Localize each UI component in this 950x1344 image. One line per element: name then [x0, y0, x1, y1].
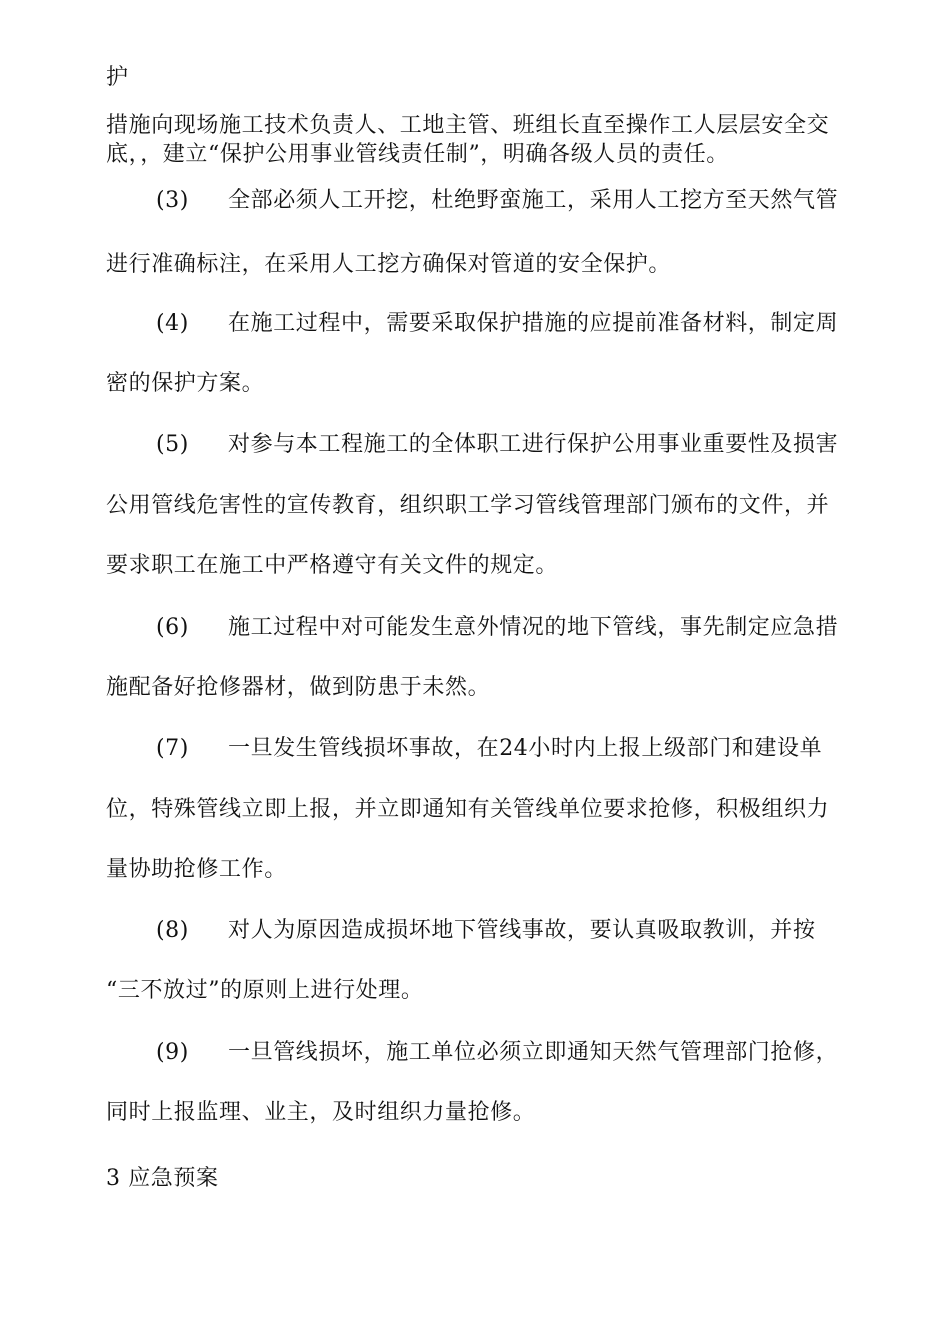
list-item-first-line: [156, 735, 866, 763]
item-number: (3): [156, 188, 189, 213]
list-item-first-line: [156, 1039, 866, 1067]
text-line: 措施向现场施工技术负责人、工地主管、班组长直至操作工人层层安全交: [106, 113, 830, 138]
item-number: (6): [156, 615, 189, 640]
list-item-continuation: 公用管线危害性的宣传教育，组织职工学习管线管理部门颁布的文件，并: [106, 493, 830, 518]
list-item-continuation: 施配备好抢修器材，做到防患于未然。: [106, 675, 491, 700]
list-item-continuation: 密的保护方案。: [106, 371, 265, 396]
list-item-first-line: [156, 187, 866, 215]
text-line: 底，，建立“保护公用事业管线责任制”，明确各级人员的责任。: [106, 142, 729, 167]
section-heading: 3 应急预案: [106, 1166, 219, 1191]
item-text: 一旦管线损坏，施工单位必须立即通知天然气管理部门抢修，: [228, 1040, 839, 1065]
list-item-first-line: [156, 917, 866, 945]
list-item-first-line: [156, 310, 866, 338]
list-item-continuation: 同时上报监理、业主，及时组织力量抢修。: [106, 1100, 536, 1125]
item-number: (5): [156, 432, 189, 457]
item-text: 施工过程中对可能发生意外情况的地下管线，事先制定应急措: [228, 615, 839, 640]
list-item-continuation: 进行准确标注，在采用人工挖方确保对管道的安全保护。: [106, 252, 672, 277]
item-number: (8): [156, 918, 189, 943]
item-text: 一旦发生管线损坏事故，在24小时内上报上级部门和建设单: [228, 736, 823, 761]
list-item-first-line: [156, 431, 866, 459]
item-text: 对参与本工程施工的全体职工进行保护公用事业重要性及损害: [228, 432, 839, 457]
item-number: (4): [156, 311, 189, 336]
item-text: 全部必须人工开挖，杜绝野蛮施工，采用人工挖方至天然气管: [228, 188, 839, 213]
list-item-continuation: 位，特殊管线立即上报，并立即通知有关管线单位要求抢修，积极组织力: [106, 797, 830, 822]
item-number: (7): [156, 736, 189, 761]
item-number: (9): [156, 1040, 189, 1065]
list-item-first-line: [156, 614, 866, 642]
list-item-continuation: 量协助抢修工作。: [106, 857, 287, 882]
item-text: 在施工过程中，需要采取保护措施的应提前准备材料，制定周: [228, 311, 839, 336]
list-item-continuation: “三不放过”的原则上进行处理。: [106, 978, 424, 1003]
list-item-continuation: 要求职工在施工中严格遵守有关文件的规定。: [106, 553, 559, 578]
item-text: 对人为原因造成损坏地下管线事故，要认真吸取教训，并按: [228, 918, 816, 943]
text-line: 护: [106, 65, 129, 90]
